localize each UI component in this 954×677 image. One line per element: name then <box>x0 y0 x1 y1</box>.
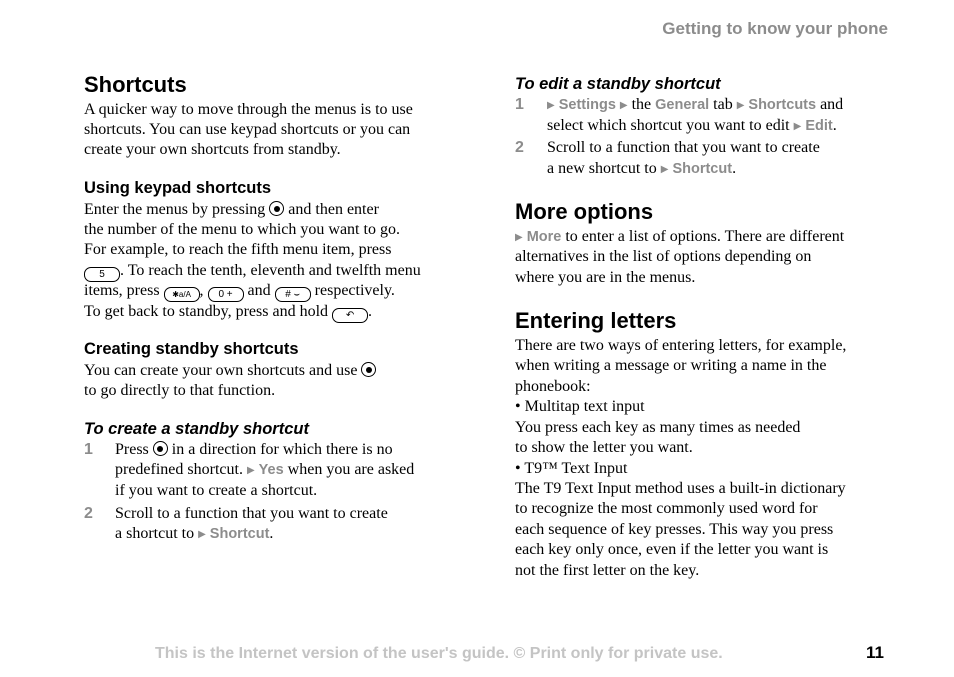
step-line: Scroll to a function that you want to create <box>547 139 820 156</box>
text: to enter a list of options. There are different <box>565 228 845 245</box>
step-line <box>547 95 843 116</box>
heading-entering-letters: Entering letters <box>515 308 677 333</box>
step-line: if you want to create a shortcut. <box>115 482 318 499</box>
step-number: 2 <box>515 139 524 156</box>
more-line: alternatives in the list of options depending on <box>515 248 812 265</box>
text: You can create your own shortcuts and use <box>84 362 358 379</box>
text: . To reach the tenth, eleventh and twelfth menu <box>120 262 421 279</box>
step-line <box>115 440 393 460</box>
joystick-center-icon <box>153 441 168 456</box>
heading-create-task: To create a standby shortcut <box>84 420 309 438</box>
text: and then enter <box>288 201 379 218</box>
keypad-line: the number of the menu to which you want to go. <box>84 221 400 238</box>
text: To get back to standby, press and hold <box>84 303 329 320</box>
joystick-center-icon <box>269 201 284 216</box>
para-shortcuts-line: A quicker way to move through the menus is to use <box>84 101 413 118</box>
text: . <box>732 160 737 177</box>
keypad-line <box>84 200 379 220</box>
step-line <box>547 116 837 137</box>
entering-line: when writing a message or writing a name in the <box>515 357 827 374</box>
step-line <box>547 159 736 180</box>
text: and <box>247 282 271 299</box>
text: and <box>820 96 844 113</box>
keypad-line: For example, to reach the fifth menu item, press <box>84 241 392 258</box>
entering-line: to recognize the most commonly used word for <box>515 500 818 517</box>
heading-more-options: More options <box>515 199 654 224</box>
entering-line: each key only once, even if the letter you want is <box>515 541 829 558</box>
text: tab <box>713 96 733 113</box>
step-line <box>115 460 414 481</box>
menu-settings: Settings <box>558 97 616 113</box>
heading-creating-shortcuts: Creating standby shortcuts <box>84 340 299 358</box>
bullet-multitap: • Multitap text input <box>515 398 645 415</box>
entering-line: not the first letter on the key. <box>515 562 700 579</box>
key-zero-icon: 0 + <box>208 287 244 302</box>
key-star-icon: ✱a/A <box>164 287 200 302</box>
text: Enter the menus by pressing <box>84 201 266 218</box>
footer-notice: This is the Internet version of the user's guide. © Print only for private use. <box>155 645 723 662</box>
arrow-icon: ▶ <box>246 465 255 476</box>
menu-more: More <box>526 229 562 245</box>
menu-edit: Edit <box>805 118 833 134</box>
more-line: where you are in the menus. <box>515 269 696 286</box>
heading-keypad-shortcuts: Using keypad shortcuts <box>84 179 272 197</box>
keypad-line: To get back to standby, press and hold ↶ . <box>84 303 373 321</box>
entering-line: phonebook: <box>515 378 591 395</box>
key-5-icon: 5 <box>84 267 120 282</box>
text: when you are asked <box>287 461 415 478</box>
arrow-icon: ▶ <box>660 164 669 175</box>
arrow-icon: ▶ <box>198 529 206 540</box>
text: . <box>269 525 274 542</box>
menu-yes: Yes <box>258 462 284 478</box>
para-shortcuts-line: create your own shortcuts from standby. <box>84 141 341 158</box>
keypad-line: items, press ✱a/A , 0 + and # ⌣ respectively. <box>84 282 395 300</box>
heading-edit-task: To edit a standby shortcut <box>515 75 721 93</box>
creating-line <box>84 361 376 381</box>
key-hash-icon: # ⌣ <box>275 287 311 302</box>
joystick-center-icon <box>361 362 376 377</box>
arrow-icon: ▶ <box>736 100 745 111</box>
bullet-t9: • T9™ Text Input <box>515 460 628 477</box>
text: the <box>631 96 652 113</box>
step-line <box>115 524 273 545</box>
text: items, press <box>84 282 160 299</box>
running-header: Getting to know your phone <box>662 19 888 38</box>
text: predefined shortcut. <box>115 461 243 478</box>
text: respectively. <box>314 282 395 299</box>
arrow-icon: ▶ <box>547 100 555 111</box>
menu-shortcuts: Shortcuts <box>748 97 817 113</box>
arrow-icon: ▶ <box>793 121 802 132</box>
menu-general: General <box>655 97 710 113</box>
step-number: 1 <box>84 441 93 458</box>
entering-line: each sequence of key presses. This way you press <box>515 521 834 538</box>
text: Press <box>115 441 149 458</box>
text: . <box>832 117 837 134</box>
keypad-line <box>84 261 421 282</box>
text: in a direction for which there is no <box>171 441 393 458</box>
step-line: Scroll to a function that you want to create <box>115 505 388 522</box>
arrow-icon: ▶ <box>619 100 628 111</box>
menu-shortcut: Shortcut <box>209 526 270 542</box>
page-number: 11 <box>866 643 884 662</box>
text: select which shortcut you want to edit <box>547 117 790 134</box>
step-number: 2 <box>84 505 93 522</box>
menu-shortcut: Shortcut <box>672 161 733 177</box>
para-shortcuts-line: shortcuts. You can use keypad shortcuts or you can <box>84 121 411 138</box>
arrow-icon: ▶ <box>515 232 523 243</box>
back-key-icon: ↶ <box>332 308 368 323</box>
text: a new shortcut to <box>547 160 657 177</box>
step-number: 1 <box>515 96 524 113</box>
more-line <box>515 227 844 248</box>
text: a shortcut to <box>115 525 195 542</box>
creating-line: to go directly to that function. <box>84 382 276 399</box>
entering-line: You press each key as many times as needed <box>515 419 801 436</box>
entering-line: There are two ways of entering letters, for example, <box>515 337 847 354</box>
entering-line: to show the letter you want. <box>515 439 693 456</box>
entering-line: The T9 Text Input method uses a built-in dictionary <box>515 480 846 497</box>
heading-shortcuts: Shortcuts <box>84 72 187 97</box>
